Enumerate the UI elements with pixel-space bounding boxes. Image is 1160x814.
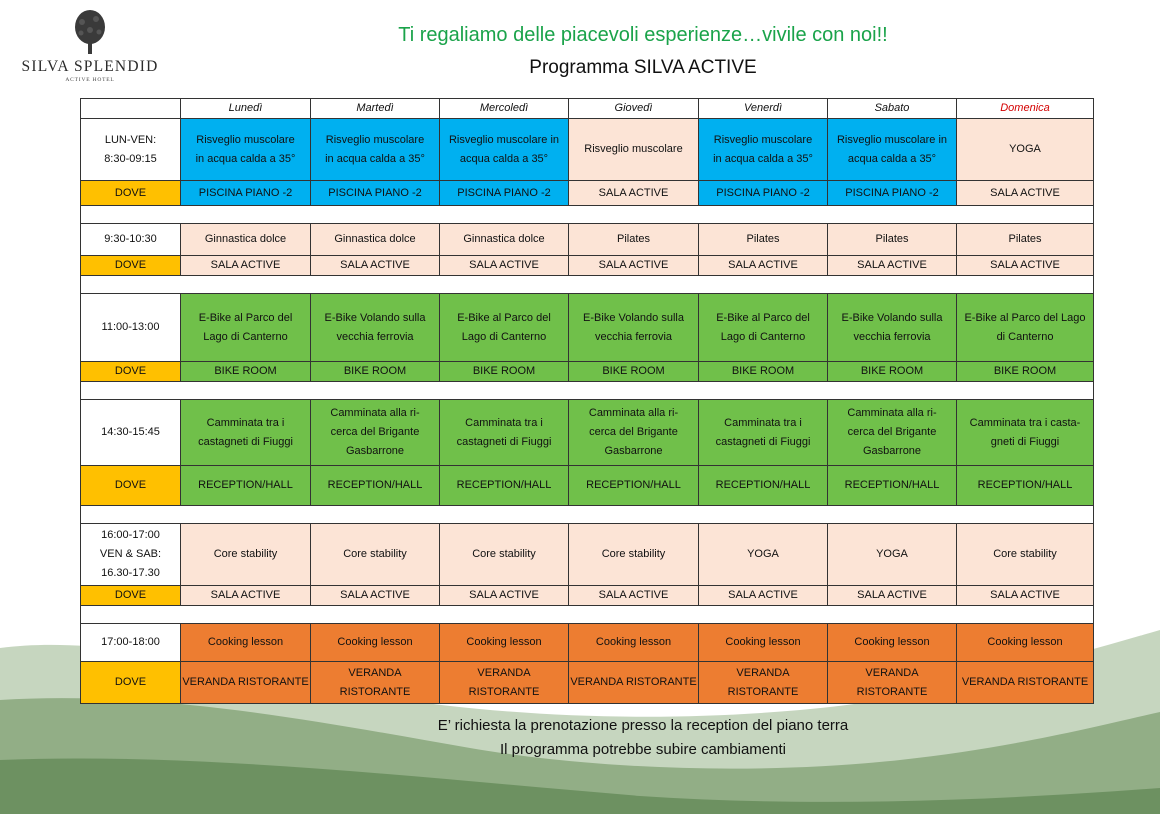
location-cell: BIKE ROOM: [440, 362, 569, 382]
activity-cell: Ginnastica dolce: [311, 224, 440, 256]
location-cell: VERANDA RISTORANTE: [181, 662, 311, 704]
day-header: Sabato: [828, 99, 957, 119]
activity-cell: Risveglio muscolare in acqua calda a 35°: [699, 119, 828, 181]
activity-cell: Camminata alla ri- cerca del Brigante Gasbarrone: [828, 400, 957, 466]
activity-cell: E-Bike al Parco del Lago di Canterno: [181, 294, 311, 362]
location-cell: SALA ACTIVE: [569, 586, 699, 606]
location-cell: BIKE ROOM: [957, 362, 1094, 382]
activity-cell: Risveglio muscolare in acqua calda a 35°: [181, 119, 311, 181]
activity-cell: E-Bike al Parco del Lago di Canterno: [957, 294, 1094, 362]
location-cell: SALA ACTIVE: [828, 256, 957, 276]
spacer-row: [81, 206, 1094, 224]
activity-cell: Pilates: [569, 224, 699, 256]
day-header: Martedì: [311, 99, 440, 119]
location-cell: SALA ACTIVE: [699, 586, 828, 606]
activity-cell: Cooking lesson: [311, 624, 440, 662]
slot-row: [81, 224, 1094, 256]
page-title: Programma SILVA ACTIVE: [529, 57, 757, 78]
location-cell: RECEPTION/HALL: [699, 466, 828, 506]
changes-note: Il programma potrebbe subire cambiamenti: [500, 741, 786, 758]
location-cell: VERANDA RISTORANTE: [311, 662, 440, 704]
activity-cell: Cooking lesson: [828, 624, 957, 662]
activity-cell: Core stability: [440, 524, 569, 586]
activity-cell: Core stability: [569, 524, 699, 586]
location-cell: RECEPTION/HALL: [957, 466, 1094, 506]
location-row: [81, 466, 1094, 506]
location-row: [81, 662, 1094, 704]
activity-cell: Ginnastica dolce: [440, 224, 569, 256]
slot-time: 14:30-15:45: [81, 400, 181, 466]
activity-cell: Pilates: [828, 224, 957, 256]
location-cell: SALA ACTIVE: [181, 256, 311, 276]
dove-label: DOVE: [81, 181, 181, 206]
location-cell: SALA ACTIVE: [440, 256, 569, 276]
activity-cell: Core stability: [181, 524, 311, 586]
activity-schedule: [80, 98, 1094, 704]
location-cell: PISCINA PIANO -2: [828, 181, 957, 206]
activity-cell: Pilates: [957, 224, 1094, 256]
activity-cell: Core stability: [311, 524, 440, 586]
location-cell: VERANDA RISTORANTE: [699, 662, 828, 704]
slot-time: 9:30-10:30: [81, 224, 181, 256]
activity-cell: Cooking lesson: [957, 624, 1094, 662]
location-row: [81, 256, 1094, 276]
location-cell: SALA ACTIVE: [828, 586, 957, 606]
location-cell: SALA ACTIVE: [440, 586, 569, 606]
activity-cell: YOGA: [957, 119, 1094, 181]
day-header: Venerdì: [699, 99, 828, 119]
brand-name: SILVA SPLENDID: [21, 58, 159, 75]
activity-cell: Risveglio muscolare in acqua calda a 35°: [828, 119, 957, 181]
location-cell: BIKE ROOM: [699, 362, 828, 382]
location-cell: SALA ACTIVE: [311, 256, 440, 276]
header-row: [81, 99, 1094, 119]
location-cell: BIKE ROOM: [311, 362, 440, 382]
spacer-row: [81, 382, 1094, 400]
location-cell: SALA ACTIVE: [957, 181, 1094, 206]
day-header: Giovedì: [569, 99, 699, 119]
location-cell: RECEPTION/HALL: [440, 466, 569, 506]
location-cell: SALA ACTIVE: [699, 256, 828, 276]
spacer-row: [81, 276, 1094, 294]
slot-time: 11:00-13:00: [81, 294, 181, 362]
activity-cell: Cooking lesson: [699, 624, 828, 662]
location-row: [81, 362, 1094, 382]
dove-label: DOVE: [81, 466, 181, 506]
location-cell: SALA ACTIVE: [957, 586, 1094, 606]
spacer-row: [81, 606, 1094, 624]
dove-label: DOVE: [81, 256, 181, 276]
location-cell: SALA ACTIVE: [569, 181, 699, 206]
activity-cell: Camminata tra i castagneti di Fiuggi: [440, 400, 569, 466]
activity-cell: Cooking lesson: [440, 624, 569, 662]
location-cell: VERANDA RISTORANTE: [569, 662, 699, 704]
activity-cell: Cooking lesson: [181, 624, 311, 662]
brand-subtitle: ACTIVE HOTEL: [65, 77, 115, 83]
activity-cell: YOGA: [699, 524, 828, 586]
location-cell: SALA ACTIVE: [311, 586, 440, 606]
slot-row: [81, 624, 1094, 662]
location-cell: RECEPTION/HALL: [311, 466, 440, 506]
location-row: [81, 586, 1094, 606]
activity-cell: YOGA: [828, 524, 957, 586]
location-cell: BIKE ROOM: [181, 362, 311, 382]
activity-cell: E-Bike al Parco del Lago di Canterno: [440, 294, 569, 362]
activity-cell: E-Bike Volando sulla vecchia ferrovia: [828, 294, 957, 362]
location-cell: PISCINA PIANO -2: [311, 181, 440, 206]
location-cell: SALA ACTIVE: [181, 586, 311, 606]
location-cell: RECEPTION/HALL: [569, 466, 699, 506]
activity-cell: E-Bike Volando sulla vecchia ferrovia: [311, 294, 440, 362]
activity-cell: Camminata tra i castagneti di Fiuggi: [181, 400, 311, 466]
slot-time: 16:00-17:00 VEN & SAB: 16.30-17.30: [81, 524, 181, 586]
tree-icon: [70, 8, 110, 56]
corner-cell: [81, 99, 181, 119]
location-cell: VERANDA RISTORANTE: [957, 662, 1094, 704]
location-cell: PISCINA PIANO -2: [181, 181, 311, 206]
activity-cell: Camminata tra i castagneti di Fiuggi: [699, 400, 828, 466]
activity-cell: Camminata tra i casta- gneti di Fiuggi: [957, 400, 1094, 466]
activity-cell: Pilates: [699, 224, 828, 256]
footer-notes: [300, 714, 986, 762]
slot-row: [81, 400, 1094, 466]
location-cell: VERANDA RISTORANTE: [440, 662, 569, 704]
slot-time: 17:00-18:00: [81, 624, 181, 662]
slot-row: [81, 524, 1094, 586]
location-cell: SALA ACTIVE: [569, 256, 699, 276]
location-cell: SALA ACTIVE: [957, 256, 1094, 276]
activity-cell: Camminata alla ri- cerca del Brigante Gasbarrone: [569, 400, 699, 466]
activity-cell: E-Bike Volando sulla vecchia ferrovia: [569, 294, 699, 362]
location-cell: BIKE ROOM: [828, 362, 957, 382]
booking-note: E’ richiesta la prenotazione presso la reception del piano terra: [437, 717, 849, 734]
location-cell: VERANDA RISTORANTE: [828, 662, 957, 704]
spacer-row: [81, 506, 1094, 524]
activity-cell: Risveglio muscolare in acqua calda a 35°: [311, 119, 440, 181]
tagline: Ti regaliamo delle piacevoli esperienze…vivile con noi!!: [398, 24, 888, 46]
day-header-sunday: Domenica: [957, 99, 1094, 119]
location-cell: RECEPTION/HALL: [181, 466, 311, 506]
location-cell: RECEPTION/HALL: [828, 466, 957, 506]
slot-time: LUN-VEN: 8:30-09:15: [81, 119, 181, 181]
activity-cell: Cooking lesson: [569, 624, 699, 662]
location-cell: PISCINA PIANO -2: [699, 181, 828, 206]
location-cell: PISCINA PIANO -2: [440, 181, 569, 206]
dove-label: DOVE: [81, 362, 181, 382]
activity-cell: Ginnastica dolce: [181, 224, 311, 256]
slot-row: [81, 119, 1094, 181]
brand-logo: [10, 8, 170, 92]
activity-cell: Core stability: [957, 524, 1094, 586]
location-row: [81, 181, 1094, 206]
day-header: Mercoledì: [440, 99, 569, 119]
location-cell: BIKE ROOM: [569, 362, 699, 382]
slot-row: [81, 294, 1094, 362]
day-header: Lunedì: [181, 99, 311, 119]
activity-cell: Risveglio muscolare in acqua calda a 35°: [440, 119, 569, 181]
activity-cell: E-Bike al Parco del Lago di Canterno: [699, 294, 828, 362]
dove-label: DOVE: [81, 662, 181, 704]
dove-label: DOVE: [81, 586, 181, 606]
activity-cell: Camminata alla ri- cerca del Brigante Gasbarrone: [311, 400, 440, 466]
activity-cell: Risveglio muscolare: [569, 119, 699, 181]
